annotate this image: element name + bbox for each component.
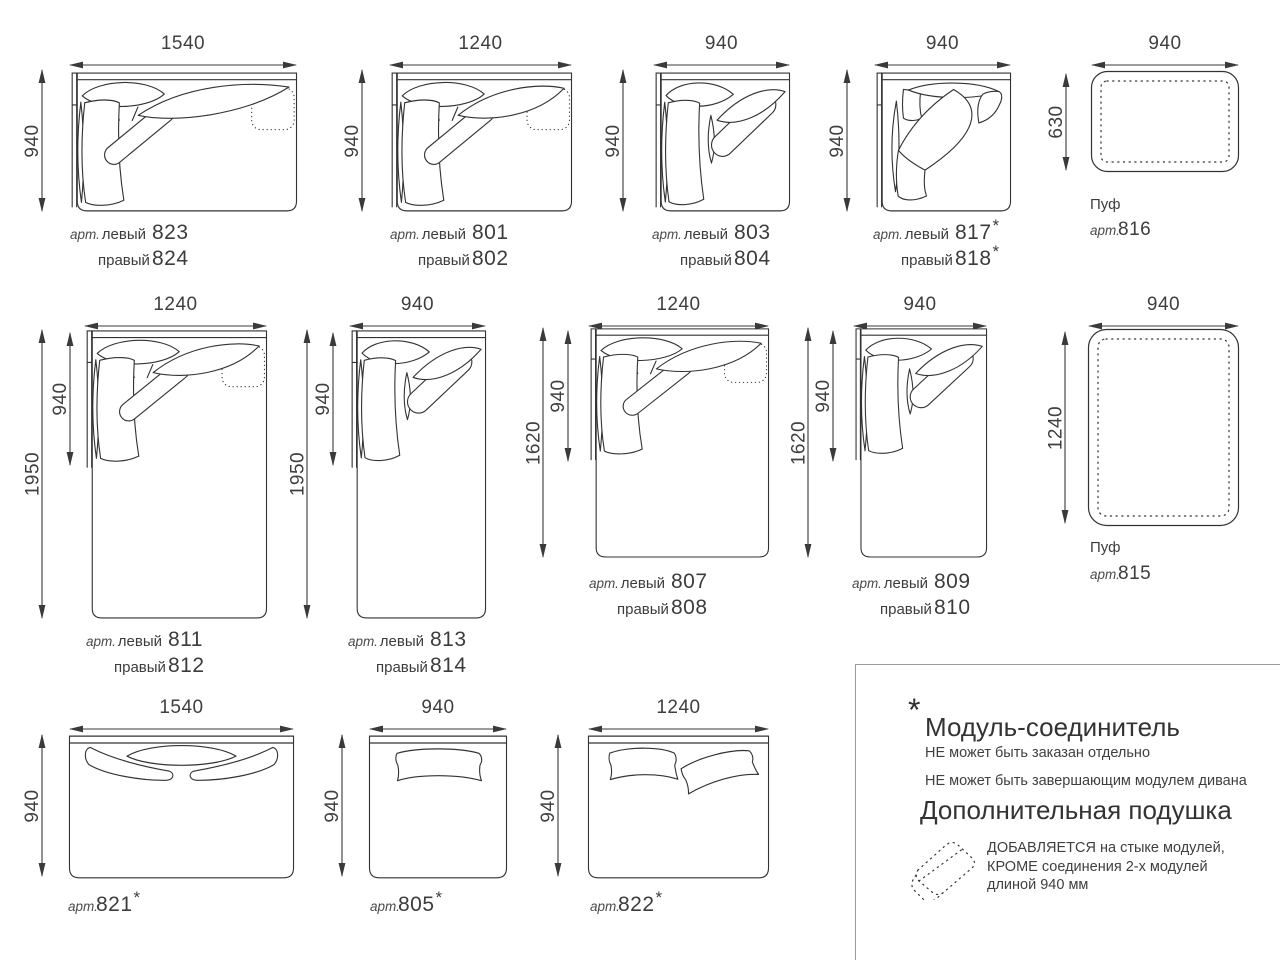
width-dimension: 940 (1146, 294, 1181, 315)
article-caption: арт. 805 * (370, 888, 443, 916)
connector-star: * (992, 216, 1000, 235)
legend-asterisk: * (908, 692, 921, 728)
sofa-connector-top-view-drawing (873, 70, 1012, 213)
article-caption: арт. левый 811 правый 812 (86, 628, 205, 677)
inner-height-dimension: 940 (50, 382, 71, 416)
width-dimension: 1240 (656, 294, 701, 315)
outer-height-dimension: 1950 (287, 451, 308, 497)
height-dimension: 940 (538, 788, 559, 823)
article-caption: арт. левый 809 правый 810 (852, 570, 971, 619)
sofa-top-view-drawing (388, 70, 573, 213)
pouf-top-view-drawing (1087, 328, 1240, 527)
legend-title-extra-cushion: Дополнительная подушка (920, 795, 1232, 825)
article-caption: арт. левый 803 правый 804 (652, 221, 771, 270)
height-dimension (22, 68, 48, 213)
height-dimension: 630 (1046, 105, 1067, 139)
sofa-top-view-drawing (587, 326, 770, 559)
article-caption: арт. левый 817 * правый 818 * (873, 216, 1000, 270)
width-dimension: 940 (903, 294, 937, 315)
connector-star: * (992, 242, 1000, 261)
height-dimension: 940 (827, 123, 848, 158)
height-dimension: 940 (322, 788, 343, 823)
width-dimension (68, 34, 298, 71)
legend-note-1: НЕ может быть заказан отдельно (925, 745, 1151, 761)
height-value: 940 (22, 123, 43, 158)
connector-star: * (133, 888, 141, 907)
article-caption: арт. 816 (1090, 219, 1152, 240)
sofa-top-view-drawing (83, 328, 268, 620)
legend-title-connector: Модуль-соединитель (925, 712, 1180, 742)
width-dimension: 940 (704, 33, 739, 54)
height-dimension: 940 (22, 788, 43, 823)
height-dimension: 940 (603, 123, 624, 158)
pouf-label: Пуф (1090, 196, 1121, 213)
outer-height-dimension: 1950 (22, 451, 43, 497)
pouf-label: Пуф (1090, 539, 1121, 556)
height-dimension: 1240 (1045, 405, 1066, 450)
width-dimension: 1540 (159, 697, 204, 718)
sofa-top-view-drawing (852, 326, 988, 559)
width-dimension: 940 (925, 33, 960, 54)
width-dimension: 940 (421, 697, 455, 718)
sofa-top-view-drawing (652, 70, 791, 213)
outer-height-dimension: 1620 (788, 420, 809, 465)
art-label: арт. (70, 227, 100, 242)
inner-height-dimension: 940 (548, 379, 569, 413)
inner-height-dimension: 940 (813, 379, 834, 413)
width-dimension: 1240 (458, 33, 503, 54)
width-dimension: 940 (1148, 33, 1182, 54)
article-caption: арт. левый 801 правый 802 (390, 221, 509, 270)
sofa-back-module-drawing (368, 733, 508, 880)
legend-description: ДОБАВЛЯЕТСЯ на стыке модулей, КРОМЕ соединения 2-х модулей длиной 940 мм (987, 840, 1225, 894)
sofa-back-module-drawing (68, 733, 295, 880)
sofa-top-view-drawing (348, 328, 487, 620)
inner-height-dimension: 940 (313, 382, 334, 416)
connector-star: * (435, 888, 443, 907)
pouf-top-view-drawing (1090, 70, 1240, 173)
legend-note-2: НЕ может быть завершающим модулем дивана (925, 773, 1247, 789)
sofa-back-module-drawing (587, 733, 770, 880)
width-dimension: 940 (400, 294, 435, 315)
width-dimension: 1240 (656, 697, 701, 718)
article-caption: арт. левый 823 правый 824 (70, 221, 189, 270)
outer-height-dimension: 1620 (523, 420, 544, 465)
article-caption: арт. левый 813 правый 814 (348, 628, 467, 677)
width-dimension: 1240 (153, 294, 198, 315)
height-dimension: 940 (342, 123, 363, 158)
article-caption: арт. 815 (1090, 563, 1152, 584)
article-caption: арт. 821 * (68, 888, 141, 916)
sofa-top-view-drawing (68, 70, 298, 213)
extra-cushion-icon (906, 834, 988, 900)
width-value: 1540 (160, 33, 206, 54)
article-caption: арт. 822 * (590, 888, 663, 916)
connector-star: * (655, 888, 663, 907)
article-caption: арт. левый 807 правый 808 (589, 570, 708, 619)
